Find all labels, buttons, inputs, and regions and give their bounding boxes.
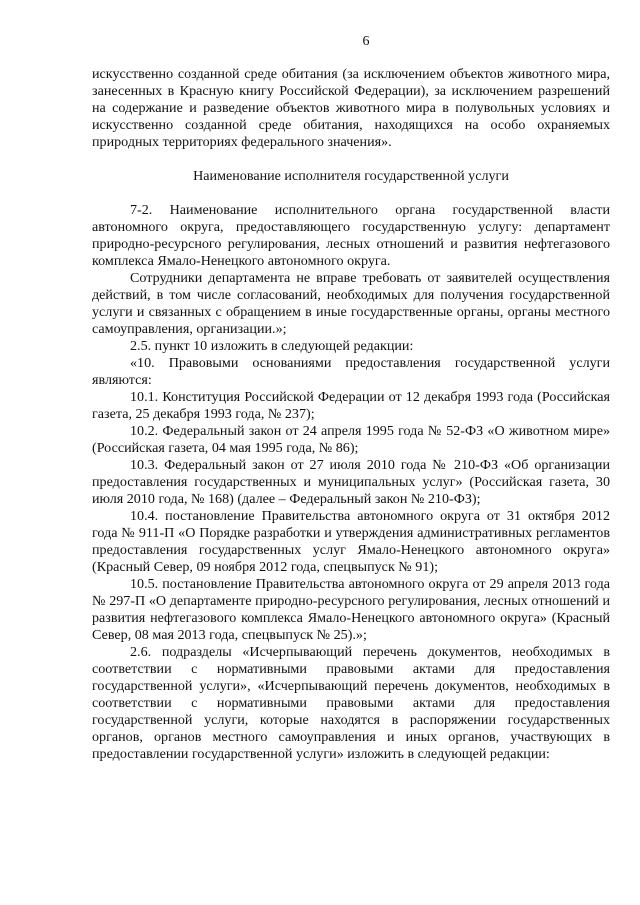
paragraph-10-5: 10.5. постановление Правительства автономного округа от 29 апреля 2013 года № 297-П «О департаменте природно-ресурсного регулирования, лесных отношений и развития нефтегазового комплекса Ямало-Ненецкого автономного округа» (Красный Север, 08 мая 2013 года, спецвыпуск № 25).»; xyxy=(92,576,610,643)
paragraph-10-3: 10.3. Федеральный закон от 27 июля 2010 года № 210-ФЗ «Об организации предоставления государственных и муниципальных услуг» (Российская газета, 30 июля 2010 года, № 168) (далее – Федеральный закон № 210-ФЗ); xyxy=(92,457,610,507)
paragraph-2-6: 2.6. подразделы «Исчерпывающий перечень документов, необходимых в соответствии с нормативными правовыми актами для предоставления государственной услуги», «Исчерпывающий перечень документов, необходимых в соответствии с нормативными правовыми актами для предоставления государственной услуги, которые находятся в распоряжении государственных органов, органов местного самоуправления и иных органов, участвующих в предоставлении государственной услуги» изложить в следующей редакции: xyxy=(92,644,610,762)
paragraph-10-2: 10.2. Федеральный закон от 24 апреля 1995 года № 52-ФЗ «О животном мире» (Российская газета, 04 мая 1995 года, № 86); xyxy=(92,423,610,456)
paragraph-10: «10. Правовыми основаниями предоставления государственной услуги являются: xyxy=(92,355,610,388)
paragraph-7-2: 7-2. Наименование исполнительного органа государственной власти автономного округа, предоставляющего государственную услугу: департамент природно-ресурсного регулирования, лесных отношений и развития нефтегазового комплекса Ямало-Ненецкого автономного округа. xyxy=(92,202,610,269)
section-heading: Наименование исполнителя государственной услуги xyxy=(193,168,509,184)
paragraph-2-5: 2.5. пункт 10 изложить в следующей редакции: xyxy=(130,338,414,354)
paragraph-continuation: искусственно созданной среде обитания (за исключением объектов животного мира, занесенных в Красную книгу Российской Федерации), за исключением разрешений на содержание и разведение объектов животного мира в полувольных условиях и искусственно созданной среде обитания, находящихся на особо охраняемых природных территориях федерального значения». xyxy=(92,66,610,150)
paragraph-10-1: 10.1. Конституция Российской Федерации от 12 декабря 1993 года (Российская газета, 25 декабря 1993 года, № 237); xyxy=(92,389,610,422)
page-number: 6 xyxy=(362,34,370,49)
paragraph-10-4: 10.4. постановление Правительства автономного округа от 31 октября 2012 года № 911-П «О Порядке разработки и утверждения административных регламентов предоставления государственных услуг Ямало-Ненецкого автономного округа» (Красный Север, 09 ноября 2012 года, спецвыпуск № 91); xyxy=(92,508,610,575)
paragraph-employees: Сотрудники департамента не вправе требовать от заявителей осуществления действий, в том числе согласований, необходимых для получения государственной услуги и связанных с обращением в иные государственные органы, органы местного самоуправления, организации.»; xyxy=(92,270,610,337)
